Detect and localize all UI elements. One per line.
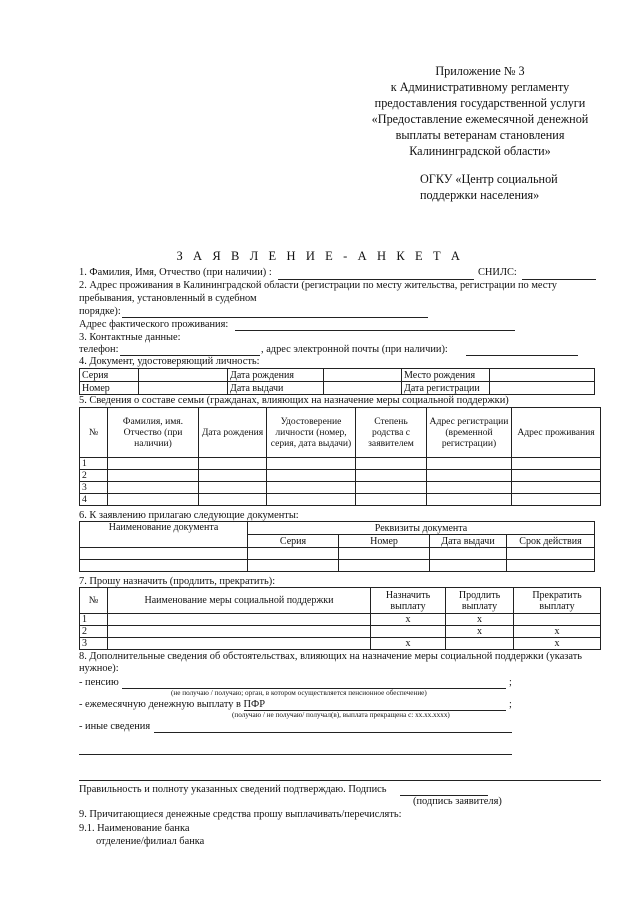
appendix-line: выплаты ветеранам становления <box>395 128 565 142</box>
request-label: 7. Прошу назначить (продлить, прекратить): <box>79 576 276 587</box>
stop-mark[interactable]: x <box>514 638 601 650</box>
row-number: 3 <box>80 482 108 494</box>
cell[interactable] <box>356 458 427 470</box>
additional-info-label-cont: нужное): <box>79 663 119 674</box>
extend-mark[interactable]: x <box>446 626 514 638</box>
birth-date-field[interactable] <box>324 369 402 382</box>
address-label: 2. Адрес проживания в Калининградской области (регистрации по месту жительства, регистрации по месту <box>79 280 557 291</box>
cell[interactable] <box>248 548 339 560</box>
doc-validity-header: Срок действия <box>507 535 595 548</box>
table-row <box>80 560 595 572</box>
actual-address-field[interactable] <box>235 330 515 331</box>
signature-caption: (подпись заявителя) <box>413 796 502 807</box>
family-col-reg-address: Адрес регистрации (временной регистрации) <box>427 408 512 458</box>
table-row <box>80 614 601 626</box>
cell[interactable] <box>427 494 512 506</box>
cell[interactable] <box>512 470 601 482</box>
address-field[interactable] <box>122 317 428 318</box>
cell[interactable] <box>507 560 595 572</box>
doc-issue-header: Дата выдачи <box>430 535 507 548</box>
row-number: 1 <box>80 614 108 626</box>
attachments-table <box>79 521 595 572</box>
id-doc-label: 4. Документ, удостоверяющий личность: <box>79 356 260 367</box>
id-doc-table <box>79 368 595 395</box>
appendix-header <box>350 63 610 159</box>
recipient-block <box>420 171 570 203</box>
monthly-semicolon: ; <box>509 699 512 710</box>
request-col-num: № <box>80 588 108 614</box>
table-row <box>80 548 595 560</box>
cell[interactable] <box>356 470 427 482</box>
number-field[interactable] <box>139 382 228 395</box>
other-info-label: - иные сведения <box>79 721 151 732</box>
appendix-line: «Предоставление ежемесячной денежной <box>371 112 589 126</box>
bank-name-label: 9.1. Наименование банка <box>79 823 190 834</box>
pension-label: - пенсию <box>79 677 119 688</box>
request-col-measure: Наименование меры социальной поддержки <box>108 588 371 614</box>
row-number: 2 <box>80 626 108 638</box>
request-col-stop: Прекратить выплату <box>514 588 601 614</box>
table-row <box>80 482 601 494</box>
series-label: Серия <box>80 369 139 382</box>
row-number: 2 <box>80 470 108 482</box>
doc-number-header: Номер <box>339 535 430 548</box>
request-table <box>79 587 601 650</box>
recipient-line: ОГКУ «Центр социальной <box>420 172 558 186</box>
bank-branch-label: отделение/филиал банка <box>96 836 205 847</box>
cell[interactable] <box>430 548 507 560</box>
birth-date-label: Дата рождения <box>228 369 324 382</box>
request-col-assign: Назначить выплату <box>371 588 446 614</box>
registration-date-label: Дата регистрации <box>402 382 490 395</box>
appendix-line: к Административному регламенту <box>390 80 570 94</box>
cell[interactable] <box>80 548 248 560</box>
address-label-cont2: порядке): <box>79 306 121 317</box>
document-title: З А Я В Л Е Н И Е - А Н К Е Т А <box>176 249 464 263</box>
table-row <box>80 458 601 470</box>
row-number: 3 <box>80 638 108 650</box>
row-number: 4 <box>80 494 108 506</box>
cell[interactable] <box>108 494 199 506</box>
cell[interactable] <box>267 494 356 506</box>
cell[interactable] <box>512 458 601 470</box>
registration-date-field[interactable] <box>490 382 595 395</box>
cell[interactable] <box>427 482 512 494</box>
cell[interactable] <box>356 494 427 506</box>
birth-place-field[interactable] <box>490 369 595 382</box>
cell[interactable] <box>507 548 595 560</box>
cell[interactable] <box>427 470 512 482</box>
number-label: Номер <box>80 382 139 395</box>
cell[interactable] <box>108 458 199 470</box>
cell[interactable] <box>108 482 199 494</box>
pension-semicolon: ; <box>509 677 512 688</box>
cell[interactable] <box>80 560 248 572</box>
family-col-id: Удостоверение личности (номер, серия, дата выдачи) <box>267 408 356 458</box>
stop-mark[interactable]: x <box>514 626 601 638</box>
assign-mark[interactable] <box>371 626 446 638</box>
monthly-payment-label: - ежемесячную денежную выплату в ПФР <box>79 699 266 710</box>
family-col-relation: Степень родства с заявителем <box>356 408 427 458</box>
pension-note: (не получаю / получаю; орган, в котором осуществляется пенсионное обеспечение) <box>171 689 427 697</box>
appendix-line: Калининградской области» <box>409 144 551 158</box>
doc-series-header: Серия <box>248 535 339 548</box>
additional-info-label: 8. Дополнительные сведения об обстоятельствах, влияющих на назначение меры социальной поддержки (указать <box>79 651 583 662</box>
cell[interactable] <box>267 458 356 470</box>
extend-mark[interactable] <box>446 638 514 650</box>
assign-mark[interactable]: x <box>371 638 446 650</box>
cell[interactable] <box>512 482 601 494</box>
section-divider <box>79 780 601 781</box>
table-row <box>80 638 601 650</box>
actual-address-label: Адрес фактического проживания: <box>79 319 229 330</box>
table-row <box>80 470 601 482</box>
phone-label: телефон: <box>79 344 119 355</box>
cell[interactable] <box>267 470 356 482</box>
stop-mark[interactable] <box>514 614 601 626</box>
cell[interactable] <box>199 482 267 494</box>
doc-details-header: Реквизиты документа <box>248 522 595 535</box>
email-field[interactable] <box>466 355 578 356</box>
cell[interactable] <box>427 458 512 470</box>
confirmation-text: Правильность и полноту указанных сведений подтверждаю. Подпись <box>79 784 387 795</box>
cell[interactable] <box>430 560 507 572</box>
cell[interactable] <box>339 548 430 560</box>
family-col-num: № <box>80 408 108 458</box>
cell[interactable] <box>267 482 356 494</box>
attachments-label: 6. К заявлению прилагаю следующие документы: <box>79 510 299 521</box>
row-number: 1 <box>80 458 108 470</box>
other-info-field[interactable] <box>154 732 512 733</box>
extend-mark[interactable]: x <box>446 614 514 626</box>
cell[interactable] <box>199 458 267 470</box>
recipient-line: поддержки населения» <box>420 188 540 202</box>
measure-cell[interactable] <box>108 638 371 650</box>
appendix-line: Приложение № 3 <box>435 64 525 78</box>
fio-label: 1. Фамилия, Имя, Отчество (при наличии) : <box>79 267 272 278</box>
family-label: 5. Сведения о составе семьи (гражданах, влияющих на назначение меры социальной поддержки) <box>79 395 509 406</box>
payment-method-label: 9. Причитающиеся денежные средства прошу выплачивать/перечислять: <box>79 809 402 820</box>
family-col-birth: Дата рождения <box>199 408 267 458</box>
cell[interactable] <box>248 560 339 572</box>
table-row <box>80 626 601 638</box>
cell[interactable] <box>339 560 430 572</box>
cell[interactable] <box>108 470 199 482</box>
cell[interactable] <box>512 494 601 506</box>
cell[interactable] <box>199 494 267 506</box>
snils-label: СНИЛС: <box>478 267 517 278</box>
cell[interactable] <box>199 470 267 482</box>
series-field[interactable] <box>139 369 228 382</box>
contacts-label: 3. Контактные данные: <box>79 332 181 343</box>
request-col-extend: Продлить выплату <box>446 588 514 614</box>
birth-place-label: Место рождения <box>402 369 490 382</box>
issue-date-label: Дата выдачи <box>228 382 324 395</box>
other-info-field-2[interactable] <box>79 754 512 755</box>
issue-date-field[interactable] <box>324 382 402 395</box>
doc-name-header: Наименование документа <box>80 522 248 548</box>
family-col-name: Фамилия, имя. Отчество (при наличии) <box>108 408 199 458</box>
family-col-address: Адрес проживания <box>512 408 601 458</box>
family-table <box>79 407 601 506</box>
measure-cell[interactable] <box>108 626 371 638</box>
monthly-payment-note: (получаю / не получаю/ получал(в), выплата прекращена с: хх.хх.хххх) <box>232 711 450 719</box>
email-label: , адрес электронной почты (при наличии): <box>261 344 448 355</box>
assign-mark[interactable]: x <box>371 614 446 626</box>
appendix-line: предоставления государственной услуги <box>374 96 586 110</box>
address-label-cont: пребывания, установленный в судебном <box>79 293 257 304</box>
table-row <box>80 494 601 506</box>
cell[interactable] <box>356 482 427 494</box>
measure-cell[interactable] <box>108 614 371 626</box>
